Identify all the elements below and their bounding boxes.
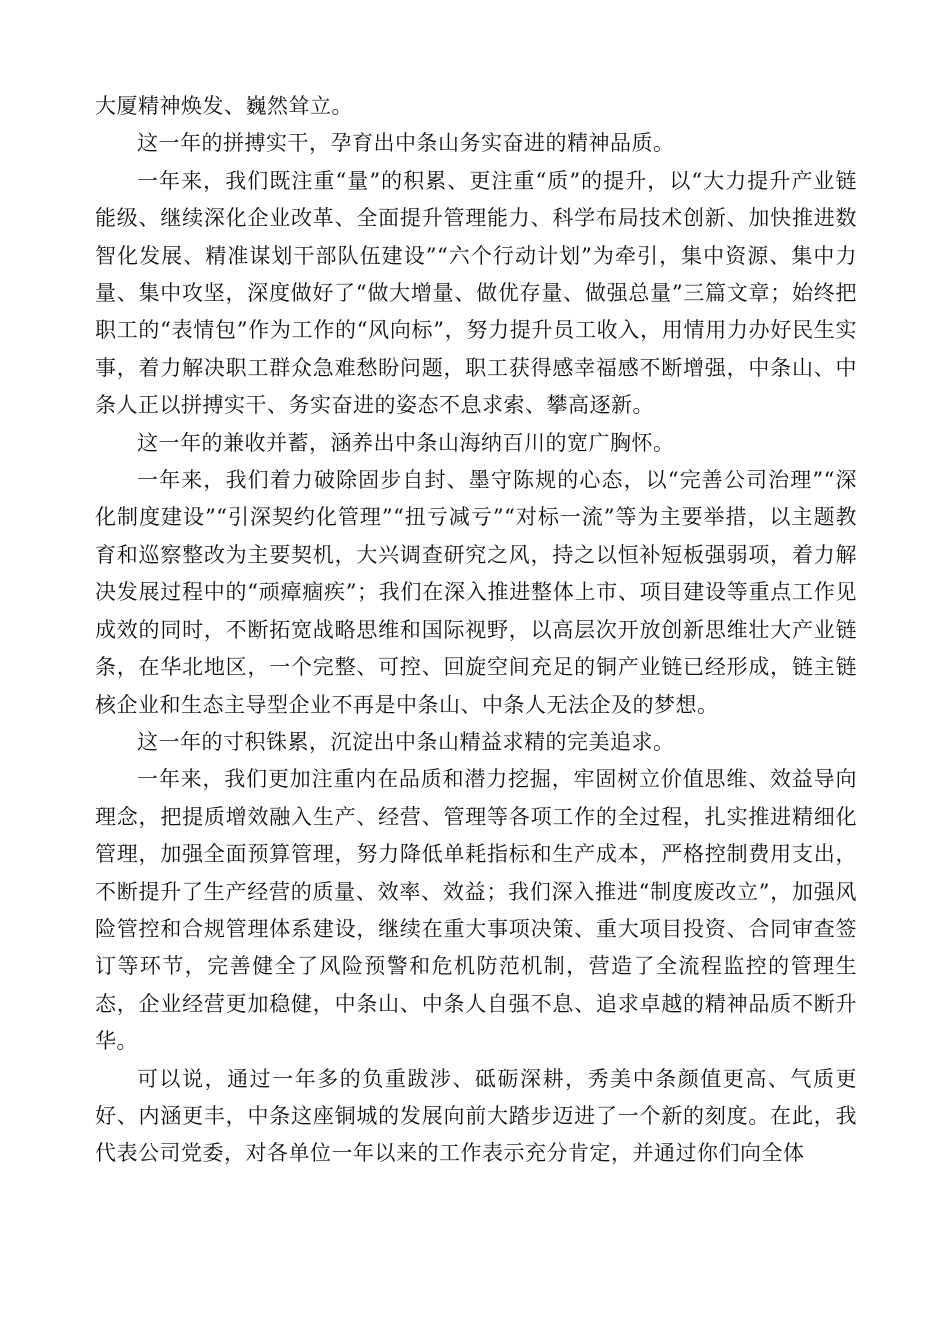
paragraph-heading-excellence: 这一年的寸积铢累，沉淀出中条山精益求精的完美追求。 xyxy=(137,729,675,754)
paragraph-body-excellence: 一年来，我们更加注重内在品质和潜力挖掘，牢固树立价值思维、效益导向理念，把提质增效融入生产、经营、管理等各项工作的全过程，扎实推进精细化管理，加强全面预算管理，努力降低单耗指标和生产成本，严格控制费用支出，不断提升了生产经营的质量、效率、效益；我们深入推进“制度废改立”，加强风险管控和合规管理体系建设，继续在重大事项决策、重大项目投资、合同审查签订等环节，完善健全了风险预警和危机防范机制，营造了全流程监控的管理生态，企业经营更加稳健，中条山、中条人自强不息、追求卓越的精神品质不断升华。 xyxy=(95,767,857,1054)
paragraph-body-hardwork: 一年来，我们既注重“量”的积累、更注重“质”的提升，以“大力提升产业链能级、继续深化企业改革、全面提升管理能力、科学布局技术创新、加快推进数智化发展、精准谋划干部队伍建设”“六个行动计划”为牵引，集中资源、集中力量、集中攻坚，深度做好了“做大增量、做优存量、做强总量”三篇文章；始终把职工的“表情包”作为工作的“风向标”，努力提升员工收入，用情用力办好民生实事，着力解决职工群众急难愁盼问题，职工获得感幸福感不断增强，中条山、中条人正以拼搏实干、务实奋进的姿态不息求索、攀高逐新。 xyxy=(95,168,857,418)
paragraph-continuation: 大厦精神焕发、巍然耸立。 xyxy=(95,94,353,118)
document-page xyxy=(95,88,857,1173)
paragraph-summary: 可以说，通过一年多的负重跋涉、砥砺深耕，秀美中条颜值更高、气质更好、内涵更丰，中条这座铜城的发展向前大踏步迈进了一个新的刻度。在此，我代表公司党委，对各单位一年以来的工作表示充分肯定，并通过你们向全体 xyxy=(95,1066,857,1166)
paragraph-heading-inclusive: 这一年的兼收并蓄，涵养出中条山海纳百川的宽广胸怀。 xyxy=(137,430,675,455)
paragraph-body-inclusive: 一年来，我们着力破除固步自封、墨守陈规的心态，以“完善公司治理”“深化制度建设”“引深契约化管理”“扭亏减亏”“对标一流”等为主要举措，以主题教育和巡察整改为主要契机，大兴调查研究之风，持之以恒补短板强弱项，着力解决发展过程中的“顽瘴痼疾”；我们在深入推进整体上市、项目建设等重点工作见成效的同时，不断拓宽战略思维和国际视野，以高层次开放创新思维壮大产业链条，在华北地区，一个完整、可控、回旋空间充足的铜产业链已经形成，链主链核企业和生态主导型企业不再是中条山、中条人无法企及的梦想。 xyxy=(95,468,857,717)
paragraph-heading-hardwork: 这一年的拼搏实干，孕育出中条山务实奋进的精神品质。 xyxy=(137,131,675,156)
